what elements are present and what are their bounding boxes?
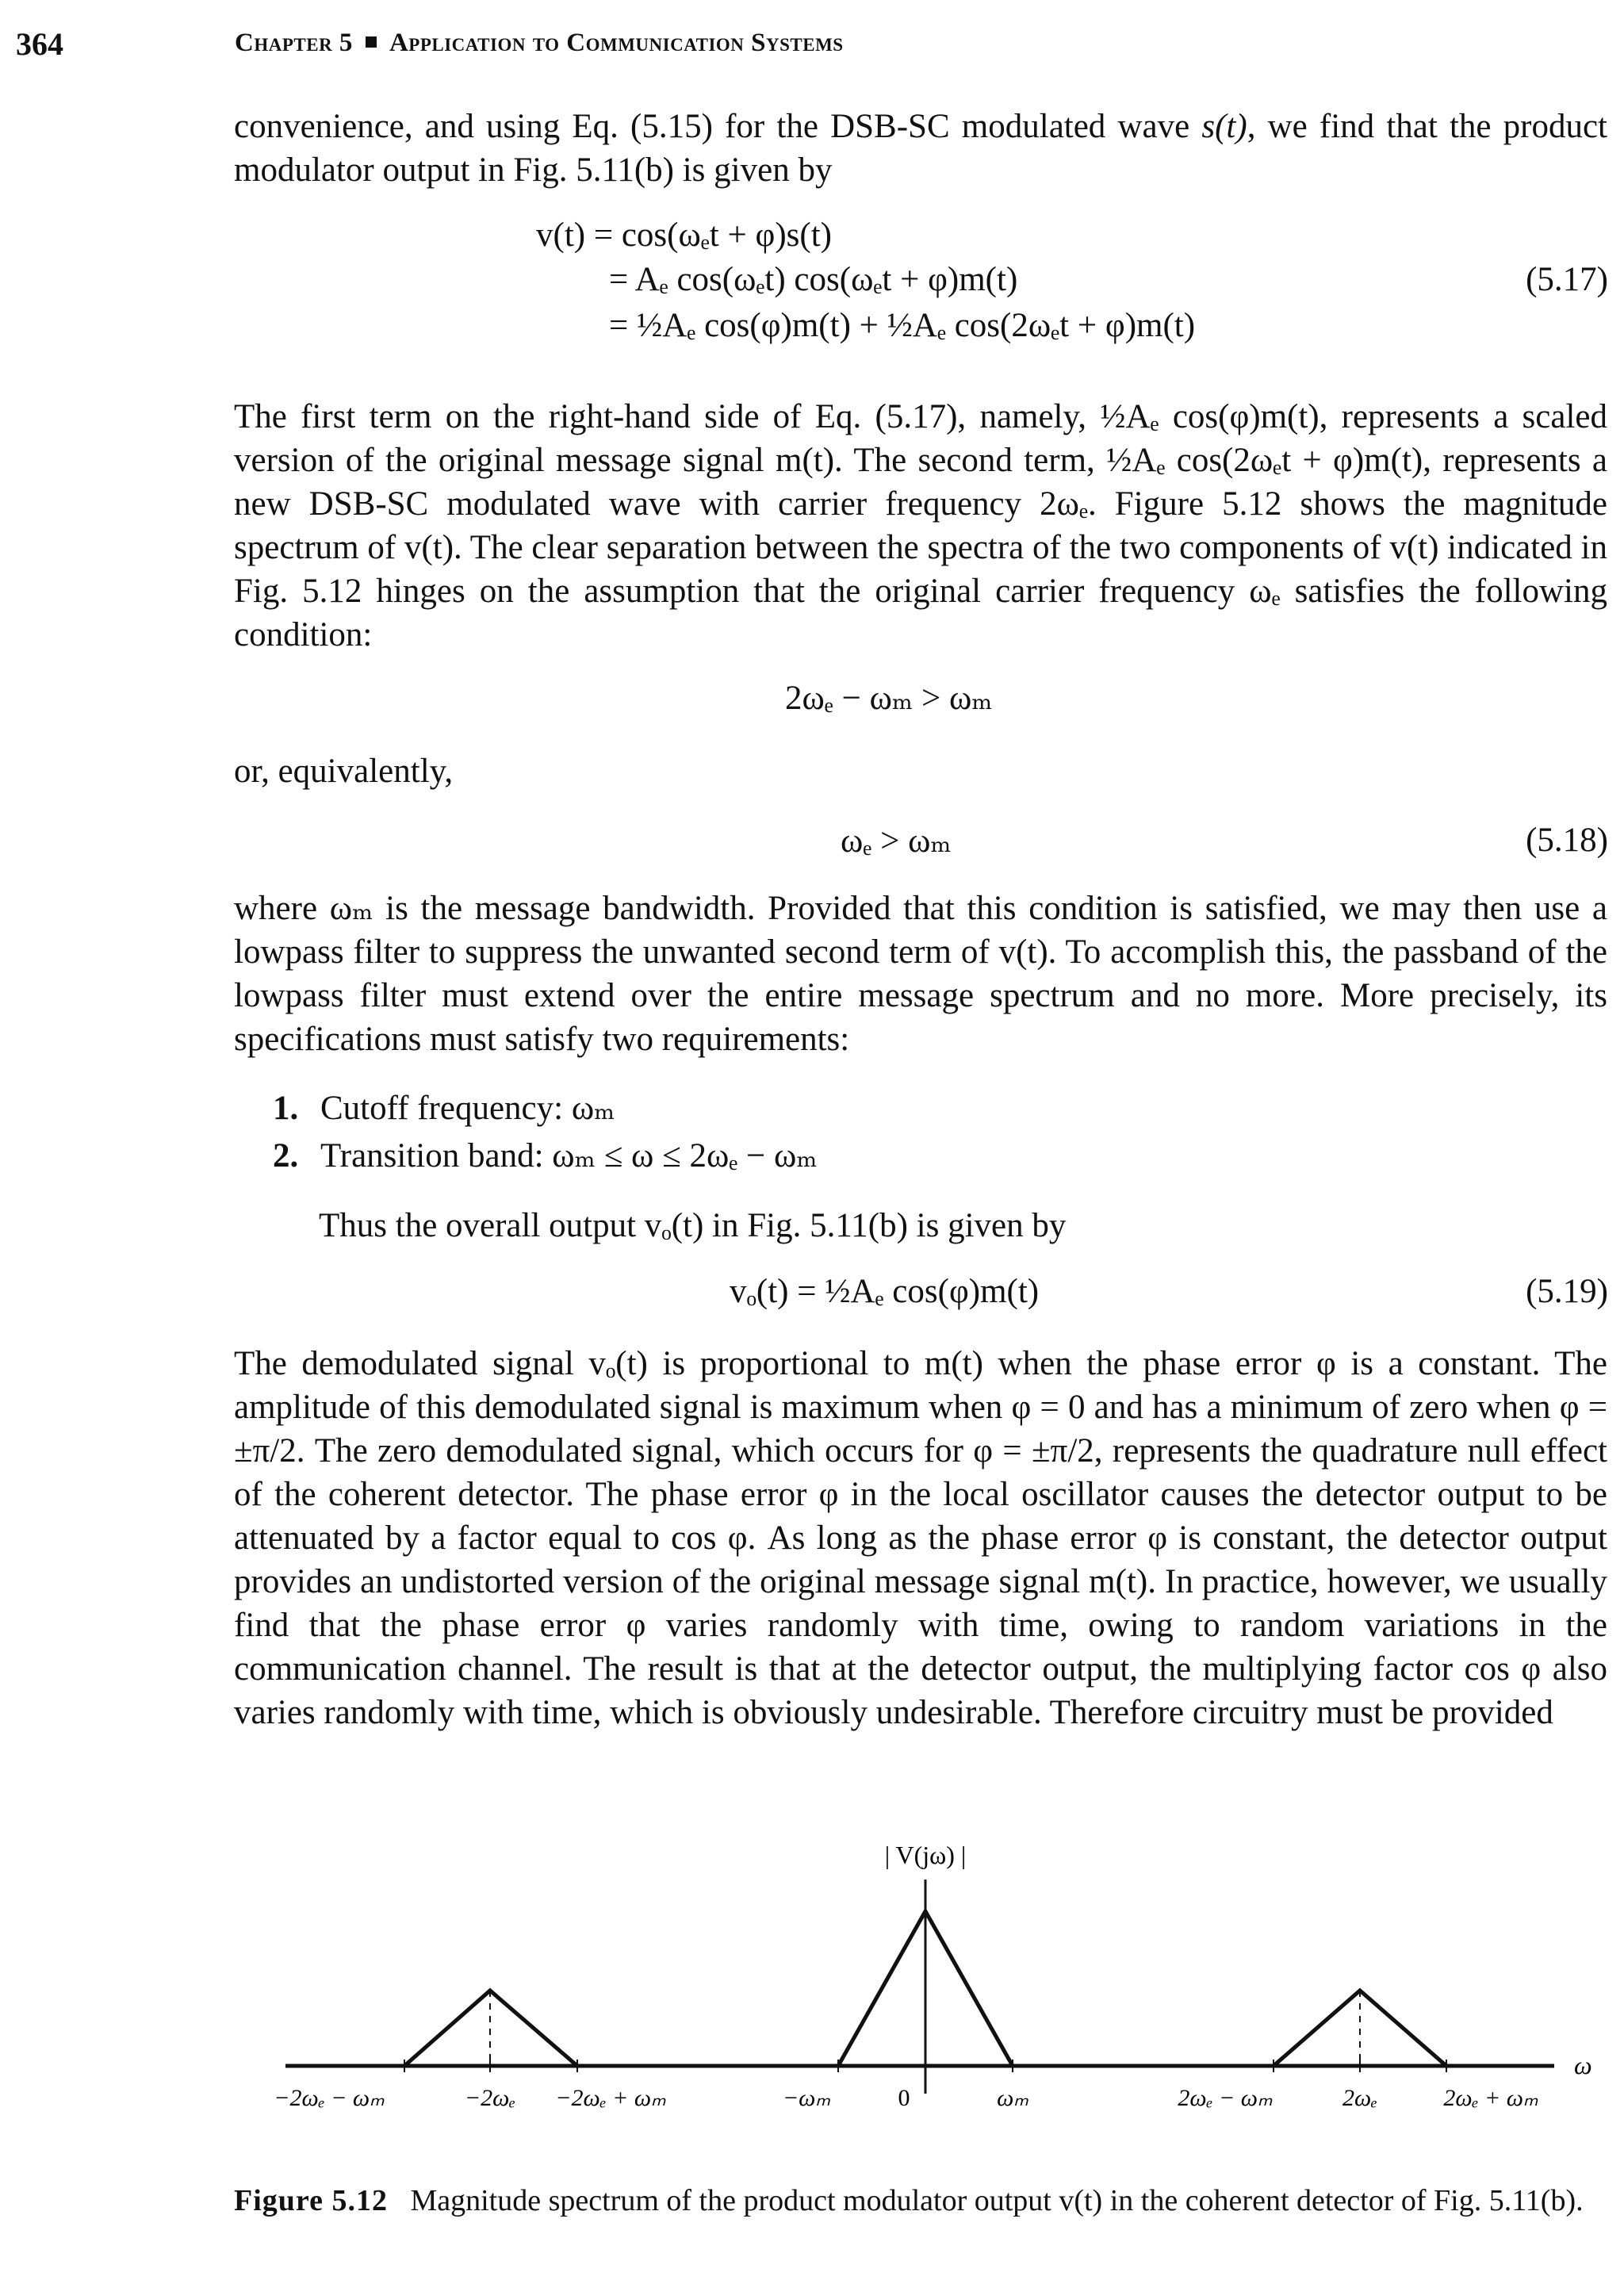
figure-5-12-spectrum — [274, 1841, 1618, 2117]
paragraph-3 — [234, 887, 1607, 1061]
tick-label: ωₘ — [997, 2085, 1028, 2111]
list-item-number: 1. — [273, 1090, 299, 1127]
caption-label: Figure 5.12 — [234, 2184, 388, 2217]
chapter-label: Chapter 5 — [235, 29, 353, 57]
requirements-list — [273, 1085, 818, 1180]
x-axis-label: ω — [1574, 2051, 1592, 2079]
paragraph-1-text-b: s(t) — [1201, 108, 1247, 145]
y-axis-label: | V(jω) | — [884, 1841, 967, 1869]
caption-text: Magnitude spectrum of the product modulator output v(t) in the coherent detector of Fig. 5.11(b). — [410, 2184, 1584, 2217]
tick-label: −2ωₑ − ωₘ — [274, 2085, 385, 2111]
eq-5-18: ωₑ > ωₘ — [841, 822, 952, 860]
eq-5-19-number: (5.19) — [1526, 1273, 1608, 1310]
figure-caption — [234, 2181, 1607, 2221]
paragraph-3-text: where ωₘ is the message bandwidth. Provided that this condition is satisfied, we may then use a lowpass filter to suppress the unwanted second term of v(t). To accomplish this, the passband of the lowpass filter must extend over the entire message spectrum and no more. More precisely, its specifications must satisfy two requirements: — [234, 890, 1607, 1058]
tick-label: 0 — [898, 2085, 910, 2111]
list-item — [273, 1132, 818, 1180]
paragraph-1 — [234, 105, 1607, 192]
chapter-title — [235, 29, 844, 58]
paragraph-2-text: The first term on the right-hand side of Eq. (5.17), namely, ½Aₑ cos(φ)m(t), represents a scaled version of the original message signal m(t). The second term, ½Aₑ cos(2ωₑt + φ)m(t), represents a new DSB-SC modulated wave with carrier frequency 2ωₑ. Figure 5.12 shows the magnitude spectrum of v(t). The clear separation between the spectra of the two components of v(t) indicated in Fig. 5.12 hinges on the assumption that the original carrier frequency ωₑ satisfies the following condition: — [234, 398, 1607, 653]
paragraph-4 — [319, 1204, 1603, 1247]
list-item-text: Transition band: ωₘ ≤ ω ≤ 2ωₑ − ωₘ — [320, 1137, 818, 1174]
paragraph-5 — [234, 1342, 1607, 1734]
tick-label: 2ωₑ + ωₘ — [1443, 2085, 1538, 2111]
chapter-name: Application to Communication Systems — [389, 29, 844, 57]
list-item — [273, 1085, 818, 1132]
tick-label: −2ωₑ + ωₘ — [555, 2085, 666, 2111]
paragraph-5-text: The demodulated signal vₒ(t) is proportional to m(t) when the phase error φ is a constant. The amplitude of this demodulated signal is maximum when φ = 0 and has a minimum of zero when φ = ±π/2. The zero demodulated signal, which occurs for φ = ±π/2, represents the quadrature null effect of the coherent detector. The phase error φ in the local oscillator causes the detector output to be attenuated by a factor equal to cos φ. As long as the phase error φ is constant, the detector output provides an undistorted version of the original message signal m(t). In practice, however, we usually find that the phase error φ varies randomly with time, owing to random variations in the communication channel. The result is that at the detector output, the multiplying factor cos φ also varies randomly with time, which is obviously undesirable. Therefore circuitry must be provided — [234, 1345, 1607, 1731]
tick-label: 2ωₑ — [1342, 2085, 1378, 2111]
eq-5-17-line-2: = Aₑ cos(ωₑt) cos(ωₑt + φ)m(t) — [609, 261, 1018, 298]
square-bullet-icon — [366, 36, 377, 48]
or-equivalently-text: or, equivalently, — [234, 753, 454, 790]
paragraph-1-text-c: , we find that the product modulator output in Fig. 5.11(b) is given by — [234, 108, 1607, 189]
paragraph-4-text: Thus the overall output vₒ(t) in Fig. 5.11(b) is given by — [319, 1207, 1067, 1244]
tick-label: −ωₘ — [782, 2085, 831, 2111]
page-number: 364 — [16, 26, 63, 62]
eq-5-17-line-1: v(t) = cos(ωₑt + φ)s(t) — [536, 217, 832, 254]
condition-inequality: 2ωₑ − ωₘ > ωₘ — [785, 680, 993, 717]
tick-label: 2ωₑ − ωₘ — [1178, 2085, 1273, 2111]
paragraph-1-text-a: convenience, and using Eq. (5.15) for the DSB-SC modulated wave — [234, 108, 1202, 145]
eq-5-19: vₒ(t) = ½Aₑ cos(φ)m(t) — [730, 1273, 1040, 1310]
eq-5-17-line-3: = ½Aₑ cos(φ)m(t) + ½Aₑ cos(2ωₑt + φ)m(t) — [609, 307, 1196, 344]
or-equivalently — [234, 749, 1607, 793]
list-item-number: 2. — [273, 1137, 299, 1174]
running-header — [16, 25, 1608, 65]
list-item-text: Cutoff frequency: ωₘ — [320, 1090, 615, 1127]
paragraph-2 — [234, 395, 1607, 657]
eq-5-17-number: (5.17) — [1526, 261, 1608, 298]
eq-5-18-number: (5.18) — [1526, 822, 1608, 859]
tick-label: −2ωₑ — [464, 2085, 516, 2111]
